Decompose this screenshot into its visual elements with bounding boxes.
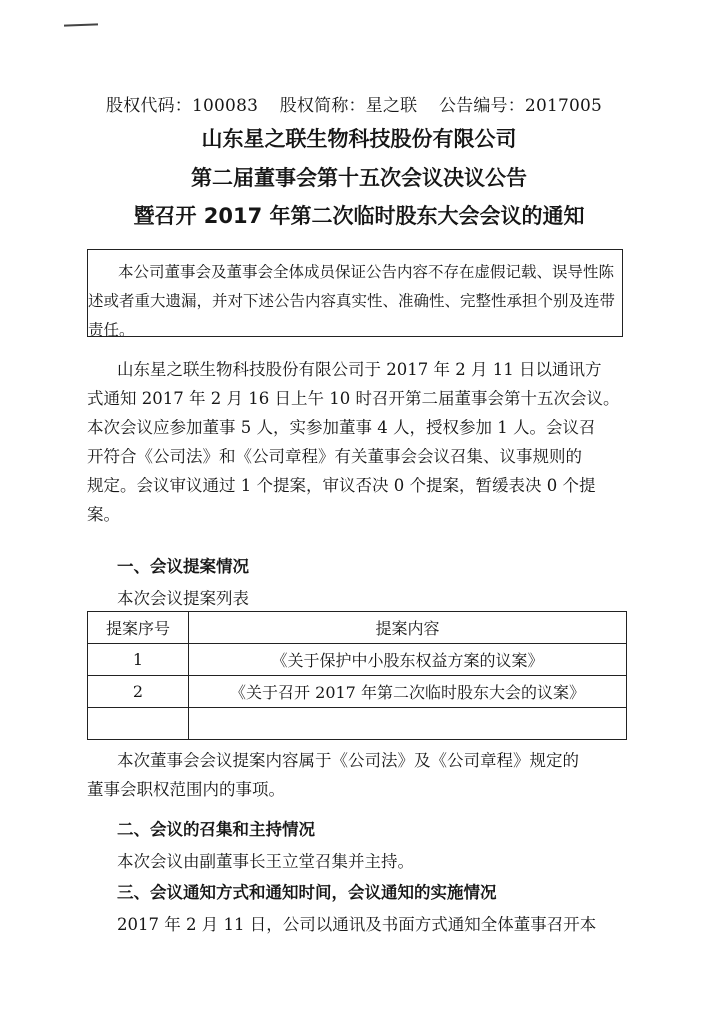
table-cell-proposal-no: 2 <box>88 676 189 708</box>
disclaimer-line: 述或者重大遗漏，并对下述公告内容真实性、准确性、完整性承担个别及连带 <box>88 292 616 310</box>
section-heading-proposals: 一、会议提案情况 <box>117 557 249 576</box>
paragraph-line: 本次会议应参加董事 5 人，实参加董事 4 人，授权参加 1 人。会议召 <box>87 418 596 437</box>
stock-info-header <box>106 91 602 116</box>
disclaimer-line: 责任。 <box>88 321 135 339</box>
disclaimer-text <box>88 258 616 345</box>
table-row <box>88 676 627 708</box>
section-heading-convening: 二、会议的召集和主持情况 <box>117 820 315 839</box>
notice-method-paragraph <box>87 910 627 939</box>
stock-short-name: 股权简称：星之联 <box>279 96 418 116</box>
column-header-proposal-no: 提案序号 <box>88 612 189 644</box>
paragraph-line: 本次董事会会议提案内容属于《公司法》及《公司章程》规定的 <box>117 751 579 770</box>
intro-paragraph <box>87 355 627 529</box>
column-header-proposal-content: 提案内容 <box>189 612 627 644</box>
paragraph-line: 案。 <box>87 505 120 524</box>
table-cell-proposal-content: 《关于保护中小股东权益方案的议案》 <box>189 644 627 676</box>
scope-paragraph <box>87 746 627 804</box>
convening-paragraph: 本次会议由副董事长王立堂召集并主持。 <box>117 852 414 871</box>
meeting-notice-title: 暨召开 2017 年第二次临时股东大会会议的通知 <box>133 204 585 228</box>
resolution-title: 第二届董事会第十五次会议决议公告 <box>191 166 527 190</box>
disclaimer-line: 本公司董事会及董事会全体成员保证公告内容不存在虚假记载、误导性陈 <box>118 263 615 281</box>
table-cell-proposal-content <box>189 708 627 740</box>
company-name-title: 山东星之联生物科技股份有限公司 <box>201 127 517 151</box>
table-caption: 本次会议提案列表 <box>117 589 249 608</box>
paragraph-line: 董事会职权范围内的事项。 <box>87 780 285 799</box>
stock-code: 股权代码：100083 <box>106 96 259 116</box>
table-header-row <box>88 612 627 644</box>
disclaimer-box <box>87 249 623 337</box>
announcement-number: 公告编号：2017005 <box>438 96 603 116</box>
table-row <box>88 708 627 740</box>
paragraph-line: 规定。会议审议通过 1 个提案，审议否决 0 个提案，暂缓表决 0 个提 <box>87 476 596 495</box>
table-cell-proposal-no: 1 <box>88 644 189 676</box>
paragraph-line: 开符合《公司法》和《公司章程》有关董事会会议召集、议事规则的 <box>87 447 582 466</box>
paragraph-line: 2017 年 2 月 11 日，公司以通讯及书面方式通知全体董事召开本 <box>117 915 597 934</box>
scan-mark <box>64 23 98 26</box>
paragraph-line: 式通知 2017 年 2 月 16 日上午 10 时召开第二届董事会第十五次会议。 <box>87 389 620 408</box>
section-heading-notice-method: 三、会议通知方式和通知时间，会议通知的实施情况 <box>117 883 497 902</box>
table-cell-proposal-content: 《关于召开 2017 年第二次临时股东大会的议案》 <box>189 676 627 708</box>
table-cell-proposal-no <box>88 708 189 740</box>
proposal-table <box>87 611 627 740</box>
paragraph-line: 山东星之联生物科技股份有限公司于 2017 年 2 月 11 日以通讯方 <box>117 360 602 379</box>
table-row <box>88 644 627 676</box>
